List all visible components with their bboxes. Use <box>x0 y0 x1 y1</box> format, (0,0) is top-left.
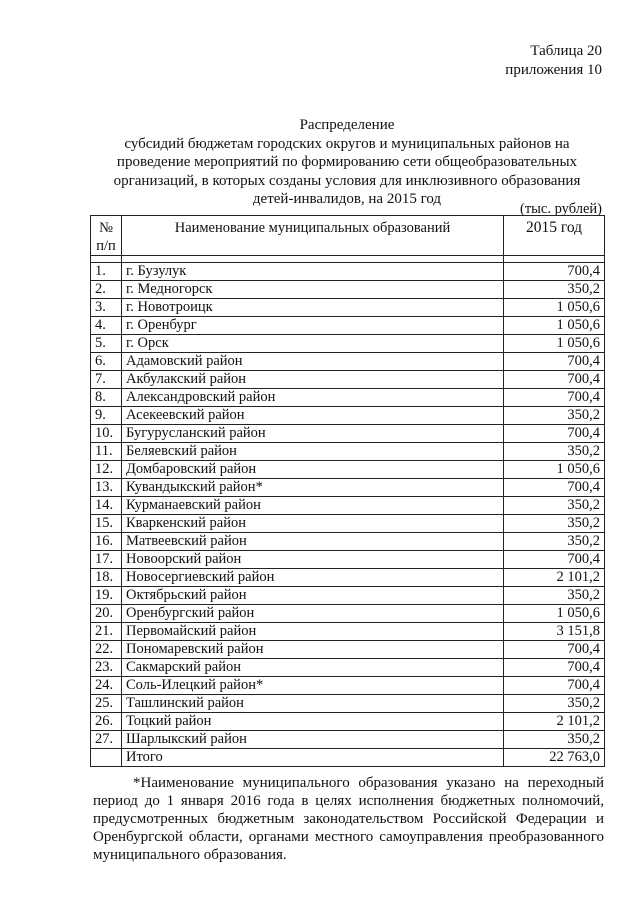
gap-cell <box>91 256 122 263</box>
table-row <box>91 515 605 533</box>
table-body <box>91 263 605 749</box>
row-value: 350,2 <box>504 407 605 425</box>
row-name: Кувандыкский район* <box>122 479 504 497</box>
table-row <box>91 461 605 479</box>
table-row <box>91 443 605 461</box>
row-name: Новоорский район <box>122 551 504 569</box>
table-row <box>91 299 605 317</box>
col-header-number <box>91 216 122 256</box>
row-value: 350,2 <box>504 515 605 533</box>
table-header-row <box>91 216 605 256</box>
gap-cell <box>122 256 504 263</box>
table-row <box>91 353 605 371</box>
title-line-5: детей-инвалидов, на 2015 год <box>252 191 442 207</box>
units-label: (тыс. рублей) <box>520 201 602 217</box>
row-name: г. Оренбург <box>122 317 504 335</box>
footnote: *Наименование муниципального образования указано на переходный период до 1 января 2016 года в целях исполнения бюджетных полномочий, предусмотренных бюджетным законодательством Российской Федерации и Оренбургской области, органами местного самоуправления преобразованного муниципального образования. <box>93 775 604 863</box>
row-value: 700,4 <box>504 353 605 371</box>
row-number: 16. <box>91 533 122 551</box>
row-value: 700,4 <box>504 677 605 695</box>
row-value: 700,4 <box>504 659 605 677</box>
table-row <box>91 659 605 677</box>
row-value: 350,2 <box>504 533 605 551</box>
total-row <box>91 749 605 767</box>
row-number: 10. <box>91 425 122 443</box>
row-name: Курманаевский район <box>122 497 504 515</box>
row-value: 700,4 <box>504 389 605 407</box>
col-header-name: Наименование муниципальных образований <box>122 216 504 256</box>
row-number: 7. <box>91 371 122 389</box>
row-name: г. Бузулук <box>122 263 504 281</box>
table-row <box>91 263 605 281</box>
row-name: г. Орск <box>122 335 504 353</box>
table-row <box>91 335 605 353</box>
row-name: г. Новотроицк <box>122 299 504 317</box>
row-name: Домбаровский район <box>122 461 504 479</box>
row-name: Октябрьский район <box>122 587 504 605</box>
row-number: 3. <box>91 299 122 317</box>
row-number: 5. <box>91 335 122 353</box>
table-row <box>91 731 605 749</box>
row-value: 350,2 <box>504 695 605 713</box>
table-row <box>91 641 605 659</box>
row-number: 26. <box>91 713 122 731</box>
distribution-table <box>90 215 605 767</box>
table-row <box>91 317 605 335</box>
row-number: 20. <box>91 605 122 623</box>
table-row <box>91 407 605 425</box>
row-name: Бугурусланский район <box>122 425 504 443</box>
row-value: 3 151,8 <box>504 623 605 641</box>
row-number: 8. <box>91 389 122 407</box>
table-reference <box>505 42 602 80</box>
row-number: 6. <box>91 353 122 371</box>
total-num-cell <box>91 749 122 767</box>
row-name: Александровский район <box>122 389 504 407</box>
table-row <box>91 677 605 695</box>
row-name: Новосергиевский район <box>122 569 504 587</box>
row-name: Адамовский район <box>122 353 504 371</box>
title-line-1: Распределение <box>299 117 395 133</box>
row-number: 19. <box>91 587 122 605</box>
row-value: 700,4 <box>504 551 605 569</box>
row-value: 350,2 <box>504 281 605 299</box>
row-number: 23. <box>91 659 122 677</box>
table-number-label: Таблица 20 <box>530 43 602 59</box>
row-value: 700,4 <box>504 479 605 497</box>
row-value: 700,4 <box>504 263 605 281</box>
row-name: Матвеевский район <box>122 533 504 551</box>
table-row <box>91 695 605 713</box>
table-row <box>91 587 605 605</box>
gap-cell <box>504 256 605 263</box>
row-value: 350,2 <box>504 731 605 749</box>
row-value: 2 101,2 <box>504 713 605 731</box>
row-number: 14. <box>91 497 122 515</box>
row-value: 350,2 <box>504 587 605 605</box>
row-name: Соль-Илецкий район* <box>122 677 504 695</box>
table-row <box>91 425 605 443</box>
row-name: г. Медногорск <box>122 281 504 299</box>
col-header-value: 2015 год <box>504 216 605 256</box>
document-title <box>90 116 604 209</box>
table-row <box>91 551 605 569</box>
row-number: 17. <box>91 551 122 569</box>
row-name: Асекеевский район <box>122 407 504 425</box>
table-row <box>91 605 605 623</box>
row-name: Шарлыкский район <box>122 731 504 749</box>
table-row <box>91 281 605 299</box>
row-value: 1 050,6 <box>504 317 605 335</box>
row-value: 700,4 <box>504 641 605 659</box>
row-number: 22. <box>91 641 122 659</box>
row-name: Первомайский район <box>122 623 504 641</box>
row-number: 27. <box>91 731 122 749</box>
row-number: 24. <box>91 677 122 695</box>
table-row <box>91 389 605 407</box>
appendix-label: приложения 10 <box>505 62 602 78</box>
row-value: 350,2 <box>504 497 605 515</box>
row-name: Тоцкий район <box>122 713 504 731</box>
total-value: 22 763,0 <box>504 749 605 767</box>
header-gap-row <box>91 256 605 263</box>
row-name: Сакмарский район <box>122 659 504 677</box>
row-number: 2. <box>91 281 122 299</box>
row-name: Беляевский район <box>122 443 504 461</box>
row-number: 21. <box>91 623 122 641</box>
row-value: 1 050,6 <box>504 461 605 479</box>
table-row <box>91 569 605 587</box>
row-value: 1 050,6 <box>504 299 605 317</box>
col-header-number-line2: п/п <box>96 238 116 254</box>
table-row <box>91 479 605 497</box>
row-value: 1 050,6 <box>504 335 605 353</box>
row-number: 25. <box>91 695 122 713</box>
table-row <box>91 533 605 551</box>
row-number: 11. <box>91 443 122 461</box>
row-name: Акбулакский район <box>122 371 504 389</box>
col-header-number-line1: № <box>99 220 113 236</box>
table-row <box>91 497 605 515</box>
total-label: Итого <box>122 749 504 767</box>
table-row <box>91 623 605 641</box>
row-value: 700,4 <box>504 425 605 443</box>
title-line-3: проведение мероприятий по формированию сети общеобразовательных <box>116 154 578 170</box>
row-name: Ташлинский район <box>122 695 504 713</box>
table-row <box>91 713 605 731</box>
row-value: 1 050,6 <box>504 605 605 623</box>
row-number: 4. <box>91 317 122 335</box>
row-number: 9. <box>91 407 122 425</box>
title-line-4: организаций, в которых созданы условия для инклюзивного образования <box>113 172 581 189</box>
row-value: 350,2 <box>504 443 605 461</box>
row-number: 12. <box>91 461 122 479</box>
row-name: Оренбургский район <box>122 605 504 623</box>
row-number: 13. <box>91 479 122 497</box>
row-name: Пономаревский район <box>122 641 504 659</box>
title-line-2: субсидий бюджетам городских округов и муниципальных районов на <box>124 135 570 152</box>
table-row <box>91 371 605 389</box>
row-name: Кваркенский район <box>122 515 504 533</box>
row-value: 700,4 <box>504 371 605 389</box>
row-number: 18. <box>91 569 122 587</box>
row-number: 15. <box>91 515 122 533</box>
row-number: 1. <box>91 263 122 281</box>
row-value: 2 101,2 <box>504 569 605 587</box>
